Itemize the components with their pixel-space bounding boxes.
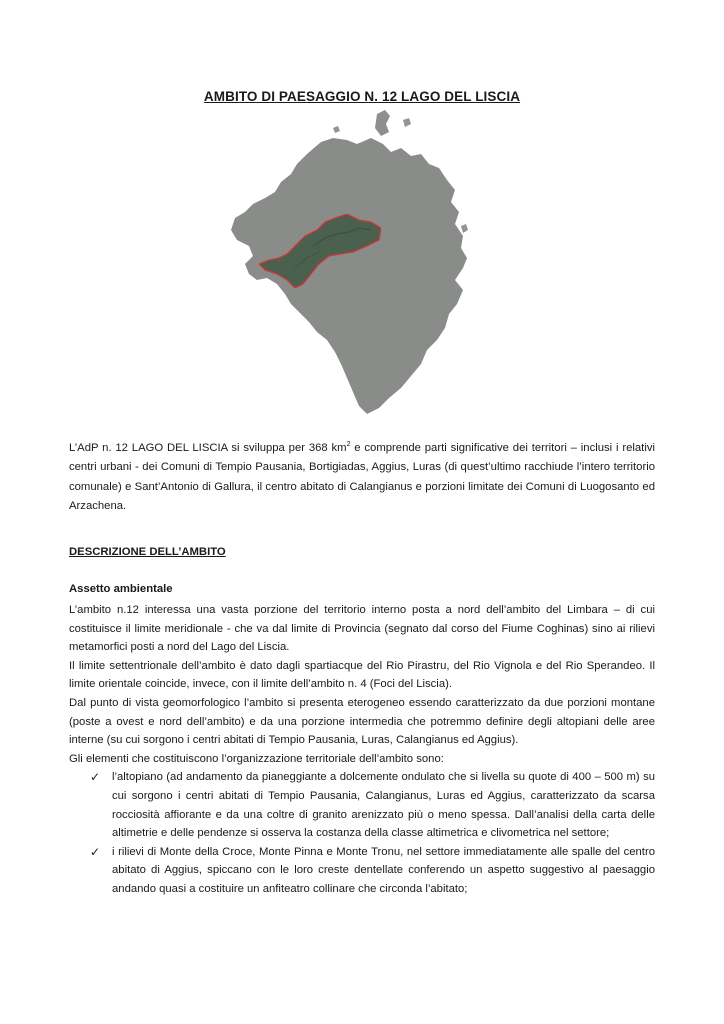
island-shape — [375, 110, 390, 136]
checkmark-icon: ✓ — [90, 844, 101, 859]
subsection-heading: Assetto ambientale — [69, 583, 173, 595]
paragraph: Gli elementi che costituiscono l’organizzazione territoriale dell’ambito sono: — [69, 752, 444, 765]
checkmark-icon: ✓ — [90, 770, 101, 785]
island-shape — [403, 118, 411, 127]
paragraph: Dal punto di vista geomorfologico l’ambito si presenta eterogeneo essendo caratterizzato da due porzioni montane (poste a ovest e nord dell’ambito) e da una porzione intermedia che potremmo definire degli altopiani delle aree interne (su cui sorgono i centri abitati di Tempio Pausania, Luras, Calangianus ed Aggius). — [69, 696, 655, 747]
territory-map-icon — [225, 108, 475, 420]
island-shape — [333, 126, 340, 133]
list-item — [69, 768, 655, 842]
island-shape — [461, 224, 468, 233]
section-heading: DESCRIZIONE DELL’AMBITO — [69, 546, 226, 558]
list-item-text: l’altopiano (ad andamento da pianeggiante a dolcemente ondulato che si livella su quote di 400 – 500 m) su cui sorgono i centri abitati di Tempio Pausania, Calangianus, Luras ed Aggius, caratterizzato da scarsa rocciosità affiorante e da una coltre di granito arenizzato più o meno spessa. Dall’analisi della carta delle altimetrie e delle pendenze si osserva la costanza della classe altimetrica e clivometrica nel settore; — [112, 771, 655, 840]
intro-text-end: e comprende parti significative dei territori – inclusi i relativi centri urbani - dei Comuni di Tempio Pausania, Bortigiadas, Aggius, Luras (di quest’ultimo racchiude l’intero territorio comunale) e Sant’Antonio di Gallura, il centro abitato di Calangianus e porzioni limitate dei Comuni di Luogosanto ed Arzachena. — [69, 442, 655, 513]
superscript-exponent: 2 — [346, 441, 351, 449]
paragraph: Il limite settentrionale dell’ambito è dato dagli spartiacque del Rio Pirastru, del Rio Vignola e del Rio Sperandeo. Il limite orientale coincide, invece, con il limite dell’ambito n. 4 (Foci del Liscia). — [69, 659, 655, 691]
bullet-list — [69, 768, 655, 898]
intro-text-start: L’AdP n. 12 LAGO DEL LISCIA si sviluppa per 368 km — [69, 442, 347, 454]
page-title: AMBITO DI PAESAGGIO N. 12 LAGO DEL LISCIA — [203, 89, 521, 104]
region-shape — [231, 138, 467, 414]
list-item-text: i rilievi di Monte della Croce, Monte Pinna e Monte Tronu, nel settore immediatamente alle spalle del centro abitato di Aggius, spiccano con le loro creste dentellate conferendo un aspetto suggestivo al paesaggio andando quasi a costituire un anfiteatro collinare che circonda l’abitato; — [112, 845, 655, 895]
body-text — [69, 601, 655, 899]
intro-paragraph — [69, 439, 655, 517]
list-item — [69, 843, 655, 899]
paragraph: L’ambito n.12 interessa una vasta porzione del territorio interno posta a nord dell’ambito del Limbara – di cui costituisce il limite meridionale - che va dal limite di Provincia (segnato dal corso del Fiume Coghinas) sino ai rilievi metamorfici posti a nord del Lago del Liscia. — [69, 604, 655, 654]
